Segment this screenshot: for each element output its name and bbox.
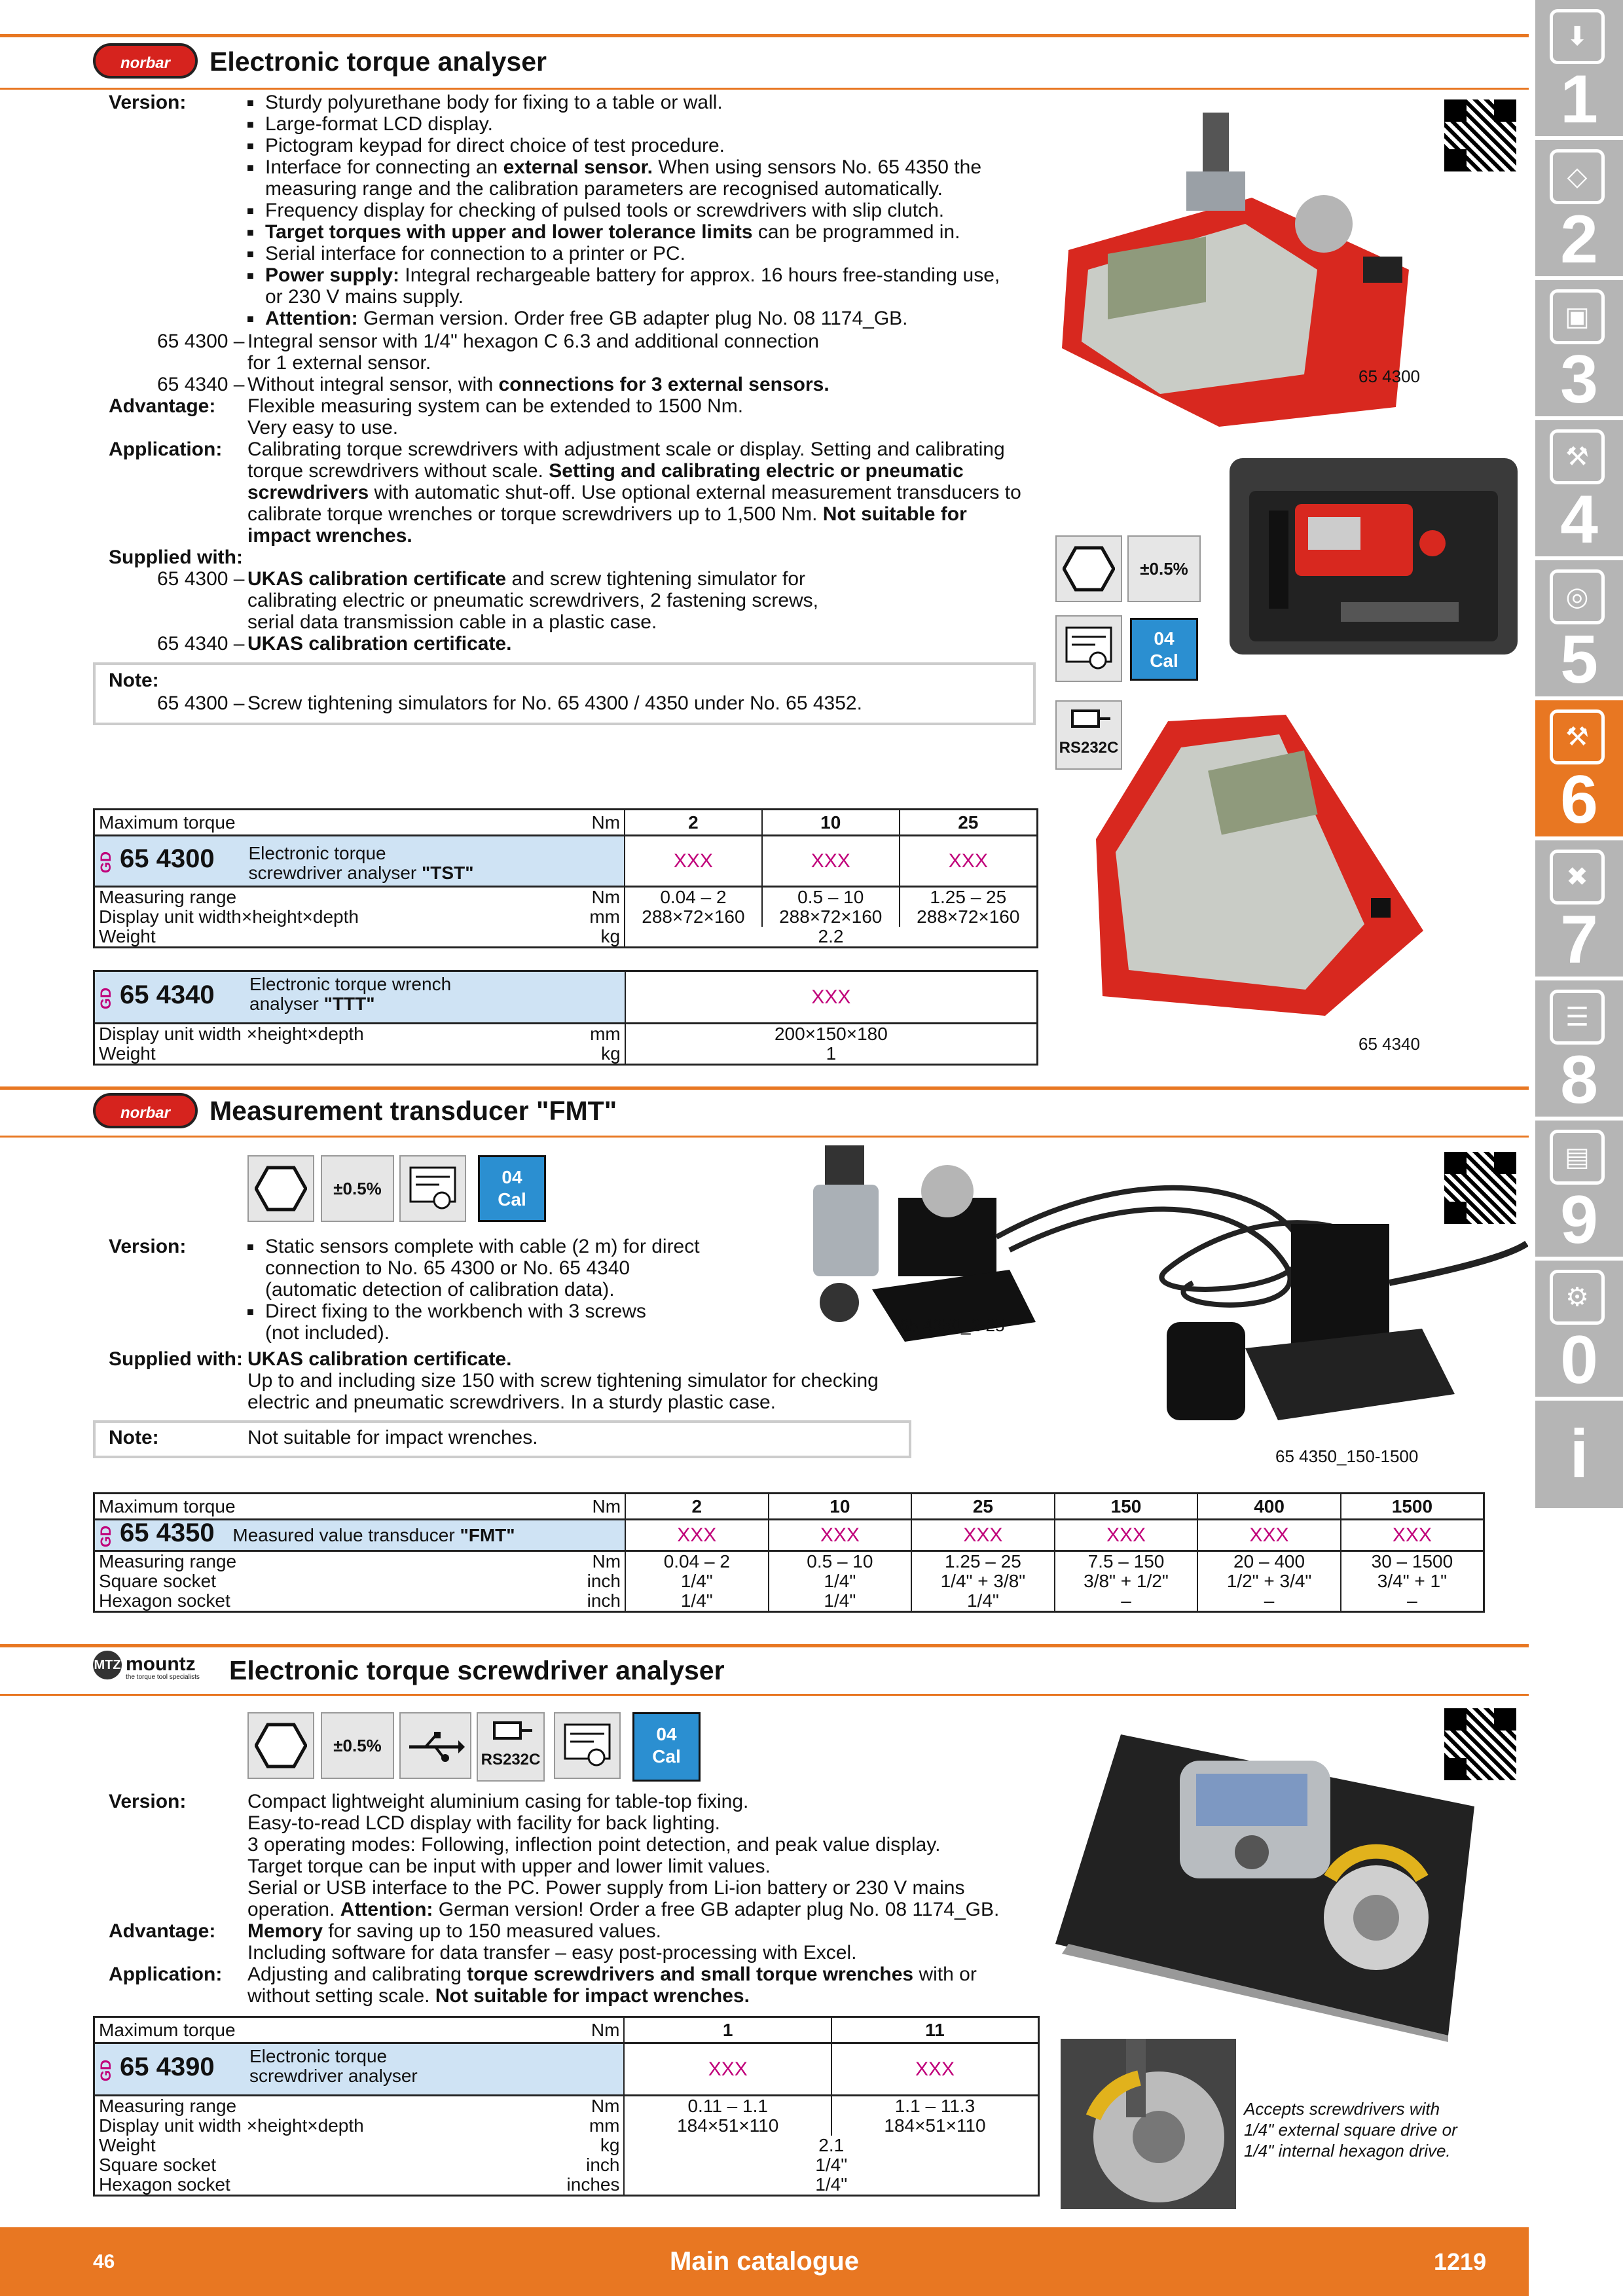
qr-code [1444, 99, 1516, 171]
accuracy-badge: ±0.5% [1127, 535, 1201, 602]
section-title: Electronic torque screwdriver analyser [229, 1655, 725, 1685]
article-description: Measured value transducer "FMT" [232, 1524, 515, 1545]
value-cell: 0.04 – 2 [625, 1551, 769, 1572]
norbar-logo: norbar [93, 1093, 198, 1128]
application-text: torque screwdrivers without scale. Setting and calibrating electric or pneumatic [247, 460, 964, 482]
version-bullet: ■ Large-format LCD display. [265, 113, 493, 135]
value-cell: 1.25 – 25 [900, 887, 1038, 908]
advantage-text: Including software for data transfer – easy post-processing with Excel. [247, 1942, 857, 1964]
value-cell: 1/4" [625, 1571, 769, 1591]
caption-line: 1/4" internal hexagon drive. [1244, 2141, 1451, 2161]
torque-value: 1 [624, 2017, 831, 2043]
article-number: 65 4350 [120, 1518, 215, 1547]
version-text: Compact lightweight aluminium casing for table-top fixing. [247, 1791, 749, 1812]
chapter-tab-number: 1 [1560, 62, 1598, 137]
price: XXX [1197, 1520, 1341, 1551]
article-description: Electronic torque screwdriver analyser "TST" [248, 842, 474, 883]
mountz-logo [93, 1651, 200, 1686]
certificate-icon [1055, 615, 1122, 682]
version-text: Target torque can be input with upper and lower limit values. [247, 1856, 771, 1877]
row-label: Maximum torque [99, 812, 236, 833]
torque-value: 25 [900, 810, 1038, 836]
unit-label: kg [601, 1043, 621, 1064]
row-label: Square socket [99, 1571, 216, 1591]
advantage-text: Flexible measuring system can be extended to 1500 Nm. [247, 395, 744, 417]
value-cell: – [1055, 1591, 1198, 1612]
product-image-654340 [1089, 708, 1430, 1022]
article-number: 65 4300 [120, 844, 215, 873]
unit-label: mm [590, 1024, 621, 1044]
wrench-icon: ⚒ [1550, 709, 1605, 764]
unit-label: Nm [592, 1496, 621, 1516]
price: XXX [769, 1520, 912, 1551]
unit-label: kg [600, 926, 621, 946]
version-text: connection to No. 65 4300 or No. 65 4340 [265, 1257, 630, 1279]
value-cell: 1 [625, 1044, 1038, 1065]
calibration-icon [1130, 618, 1198, 681]
version-bullet: ■ Pictogram keypad for direct choice of test procedure. [265, 135, 725, 156]
spec-table-654390 [93, 2016, 1040, 2197]
saw-blade-icon: ◎ [1550, 569, 1605, 624]
value-cell: 288×72×160 [900, 907, 1038, 927]
row-label: Weight [99, 1043, 156, 1064]
version-bullet: ■ Target torques with upper and lower tolerance limits can be programmed in. [265, 221, 960, 243]
row-label: Maximum torque [99, 1496, 236, 1516]
image-caption: 65 4350_2-25 [900, 1316, 1005, 1335]
advantage-label: Advantage: [109, 395, 216, 417]
version-label: Version: [109, 92, 187, 113]
certificate-icon [554, 1712, 621, 1779]
calibration-label: Cal [652, 1746, 681, 1767]
spec-table-654350 [93, 1492, 1485, 1613]
row-label: Hexagon socket [99, 2174, 230, 2195]
price: XXX [831, 2043, 1039, 2096]
application-label: Application: [109, 439, 223, 460]
version-text: Easy-to-read LCD display with facility for back lighting. [247, 1812, 720, 1834]
torque-value: 1500 [1341, 1494, 1484, 1520]
version-bullet: ■ Frequency display for checking of pulsed tools or screwdrivers with slip clutch. [265, 200, 944, 221]
row-label: Square socket [99, 2155, 216, 2175]
note-label: Note: [109, 670, 159, 691]
product-case-image [1223, 452, 1524, 668]
value-cell: 30 – 1500 [1341, 1551, 1484, 1572]
gd-mark: GD [98, 852, 114, 874]
chapter-tab-5[interactable] [1535, 560, 1623, 700]
article-description: Electronic torque screwdriver analyser [249, 2046, 418, 2086]
chapter-tab-7[interactable] [1535, 840, 1623, 980]
unit-label: inch [587, 1590, 621, 1611]
version-text: operation. Attention: German version! Order a free GB adapter plug No. 08 1174_GB. [247, 1899, 1000, 1920]
value-cell: 2.2 [625, 927, 1037, 948]
detail-image [1061, 2039, 1236, 2209]
footer-number: 1219 [1434, 2248, 1487, 2275]
value-cell: 1/4" [911, 1591, 1055, 1612]
row-label: Hexagon socket [99, 1590, 230, 1611]
unit-label: inches [566, 2174, 620, 2195]
version-bullet: ■ Serial interface for connection to a printer or PC. [265, 243, 685, 264]
product-image-654390 [1055, 1728, 1474, 2042]
unit-label: Nm [591, 2019, 620, 2040]
value-cell: 184×51×110 [831, 2116, 1039, 2136]
price: XXX [900, 836, 1038, 887]
version-bullet: measuring range and the calibration parameters are recognised automatically. [265, 178, 943, 200]
chapter-tab-3[interactable] [1535, 280, 1623, 420]
norbar-logo: norbar [93, 43, 198, 79]
calibration-icon [478, 1155, 546, 1222]
caption-line: 1/4" external square drive or [1244, 2120, 1457, 2140]
torque-value: 10 [769, 1494, 912, 1520]
chapter-tab-i[interactable] [1535, 1401, 1623, 1512]
row-label: Maximum torque [99, 2019, 236, 2040]
variant-number: 65 4300 – [157, 692, 245, 714]
supplied-text: serial data transmission cable in a plastic case. [247, 611, 657, 633]
chapter-tab-number: 4 [1560, 482, 1598, 558]
value-cell: 0.04 – 2 [625, 887, 762, 908]
chapter-tab-2[interactable] [1535, 140, 1623, 280]
footer-title: Main catalogue [670, 2247, 859, 2276]
section-rule [0, 1136, 1529, 1138]
version-label: Version: [109, 1236, 187, 1257]
value-cell: 1.25 – 25 [911, 1551, 1055, 1572]
variant-text: for 1 external sensor. [247, 352, 431, 374]
torque-value: 2 [625, 1494, 769, 1520]
note-text: Screw tightening simulators for No. 65 4300 / 4350 under No. 65 4352. [247, 692, 862, 714]
supplied-text: UKAS calibration certificate and screw tightening simulator for [247, 568, 806, 590]
variant-text: Without integral sensor, with connections for 3 external sensors. [247, 374, 830, 395]
rs232-label: RS232C [1059, 739, 1119, 757]
hexagon-icon [247, 1155, 314, 1222]
spec-table-654300 [93, 808, 1038, 948]
advantage-text: Memory for saving up to 150 measured values. [247, 1920, 662, 1942]
torque-value: 25 [911, 1494, 1055, 1520]
variant-text: Integral sensor with 1/4" hexagon C 6.3 and additional connection [247, 331, 819, 352]
torque-value: 11 [831, 2017, 1039, 2043]
insert-icon: ◇ [1550, 149, 1605, 204]
hexagon-icon [247, 1712, 314, 1779]
price: XXX [762, 836, 900, 887]
supplied-label: Supplied with: [109, 547, 243, 568]
unit-label: Nm [591, 2096, 620, 2116]
value-cell: 3/4" + 1" [1341, 1571, 1484, 1591]
gd-mark: GD [98, 2060, 114, 2082]
section-rule [0, 1644, 1529, 1647]
chapter-tab-number: 2 [1560, 202, 1598, 278]
application-label: Application: [109, 1964, 223, 1985]
row-label: Display unit width×height×depth [99, 906, 359, 927]
image-caption: 65 4340 [1359, 1034, 1420, 1054]
advantage-label: Advantage: [109, 1920, 216, 1942]
application-text: calibrate torque wrenches or torque screwdrivers up to 1,500 Nm. Not suitable for [247, 503, 967, 525]
safety-icon: ⚙ [1550, 1270, 1605, 1325]
price: XXX [625, 1520, 769, 1551]
row-label: Measuring range [99, 887, 237, 907]
value-cell: 1/4" [769, 1591, 912, 1612]
drill-icon: ⬇ [1550, 9, 1605, 64]
caliper-icon: ⚒ [1550, 429, 1605, 484]
supplied-text: UKAS calibration certificate. [247, 1348, 512, 1370]
image-caption: 65 4300 [1359, 367, 1420, 386]
note-text: Not suitable for impact wrenches. [247, 1427, 538, 1448]
row-label: Weight [99, 926, 156, 946]
value-cell: 184×51×110 [624, 2116, 831, 2136]
usb-icon [399, 1712, 471, 1779]
unit-label: Nm [591, 887, 621, 907]
gd-mark: GD [98, 1526, 114, 1548]
pliers-icon: ✖ [1550, 850, 1605, 905]
detail-caption [1244, 2098, 1457, 2161]
value-cell: – [1341, 1591, 1484, 1612]
advantage-text: Very easy to use. [247, 417, 399, 439]
value-cell: 288×72×160 [625, 907, 762, 927]
row-label: Measuring range [99, 2096, 237, 2116]
value-cell: 1/4" [769, 1571, 912, 1591]
row-label: Display unit width ×height×depth [99, 2115, 364, 2136]
value-cell: 3/8" + 1/2" [1055, 1571, 1198, 1591]
price: XXX [911, 1520, 1055, 1551]
value-cell: 20 – 400 [1197, 1551, 1341, 1572]
variant-number: 65 4340 – [157, 374, 245, 395]
unit-label: kg [600, 2135, 620, 2155]
value-cell: – [1197, 1591, 1341, 1612]
section-title: Electronic torque analyser [210, 46, 547, 77]
footer-page: 46 [93, 2251, 115, 2272]
section-title: Measurement transducer "FMT" [210, 1096, 617, 1126]
rs232-label: RS232C [481, 1751, 541, 1768]
price: XXX [625, 971, 1038, 1024]
hexagon-icon [1055, 535, 1122, 602]
calibration-code: 04 [1154, 628, 1175, 649]
value-cell: 7.5 – 150 [1055, 1551, 1198, 1572]
value-cell: 0.5 – 10 [769, 1551, 912, 1572]
caption-line: Accepts screwdrivers with [1244, 2099, 1440, 2119]
article-number: 65 4340 [120, 980, 215, 1009]
unit-label: inch [586, 2155, 620, 2175]
chapter-tab-number: 5 [1560, 622, 1598, 698]
chapter-tab-number: 9 [1560, 1182, 1598, 1258]
variant-number: 65 4300 – [157, 331, 245, 352]
unit-label: mm [589, 906, 621, 927]
section-rule [0, 88, 1529, 90]
chapter-tab-1[interactable] [1535, 0, 1623, 140]
cabinet-icon: ▤ [1550, 1130, 1605, 1185]
value-cell: 0.11 – 1.1 [624, 2096, 831, 2117]
chapter-tab-number: i [1569, 1416, 1589, 1492]
supplied-label: Supplied with: [109, 1348, 243, 1370]
torque-value: 150 [1055, 1494, 1198, 1520]
unit-label: inch [587, 1571, 621, 1591]
price: XXX [625, 836, 762, 887]
application-text: screwdrivers with automatic shut-off. Use optional external measurement transducers to [247, 482, 1021, 503]
chapter-tab-number: 3 [1560, 342, 1598, 418]
calibration-label: Cal [498, 1189, 526, 1210]
certificate-icon [399, 1155, 466, 1222]
workbench-icon: ☰ [1550, 990, 1605, 1045]
qr-code [1444, 1152, 1516, 1224]
application-text: without setting scale. Not suitable for impact wrenches. [247, 1985, 750, 2007]
unit-label: mm [589, 2115, 620, 2136]
article-number: 65 4390 [120, 2052, 215, 2081]
row-label: Display unit width ×height×depth [99, 1024, 364, 1044]
version-text: (automatic detection of calibration data). [265, 1279, 615, 1300]
row-label: Weight [99, 2135, 156, 2155]
unit-label: Nm [592, 1551, 621, 1571]
torque-value: 400 [1197, 1494, 1341, 1520]
supplied-text: Up to and including size 150 with screw tightening simulator for checking [247, 1370, 879, 1391]
gd-mark: GD [98, 988, 114, 1010]
accuracy-badge: ±0.5% [321, 1155, 394, 1222]
version-bullet: ■ Direct fixing to the workbench with 3 screws [265, 1300, 646, 1322]
value-cell: 1/2" + 3/4" [1197, 1571, 1341, 1591]
unit-label: Nm [591, 812, 621, 833]
supplied-text: electric and pneumatic screwdrivers. In a sturdy plastic case. [247, 1391, 776, 1413]
supplied-text: calibrating electric or pneumatic screwdrivers, 2 fastening screws, [247, 590, 819, 611]
chapter-tab-number: 0 [1560, 1322, 1598, 1398]
value-cell: 1/4" [624, 2155, 1038, 2175]
chapter-tab-4[interactable] [1535, 420, 1623, 560]
footer-bar [0, 2227, 1529, 2296]
price: XXX [1055, 1520, 1198, 1551]
mountz-logo-text: mountz [126, 1653, 196, 1675]
variant-number: 65 4300 – [157, 568, 245, 590]
application-text: Calibrating torque screwdrivers with adjustment scale or display. Setting and calibrating [247, 439, 1005, 460]
version-bullet: ■ Sturdy polyurethane body for fixing to a table or wall. [265, 92, 723, 113]
torque-value: 10 [762, 810, 900, 836]
chapter-tab-6[interactable] [1535, 700, 1623, 840]
row-label: Measuring range [99, 1551, 237, 1571]
value-cell: 0.5 – 10 [762, 887, 900, 908]
application-text: impact wrenches. [247, 525, 412, 547]
rs232-icon [477, 1712, 545, 1782]
supplied-text: UKAS calibration certificate. [247, 633, 512, 655]
version-label: Version: [109, 1791, 187, 1812]
chapter-tab-number: 6 [1560, 762, 1598, 838]
chapter-tab-number: 7 [1560, 902, 1598, 978]
version-text: 3 operating modes: Following, inflection point detection, and peak value display. [247, 1834, 941, 1856]
torque-value: 2 [625, 810, 762, 836]
price: XXX [624, 2043, 831, 2096]
note-label: Note: [109, 1427, 159, 1448]
chapter-tab-0[interactable] [1535, 1261, 1623, 1401]
version-text: (not included). [265, 1322, 390, 1344]
section-rule [0, 1694, 1529, 1696]
variant-number: 65 4340 – [157, 633, 245, 655]
chapter-tab-8[interactable] [1535, 980, 1623, 1121]
calibration-label: Cal [1150, 651, 1178, 671]
article-description: Electronic torque wrench analyser "TTT" [249, 974, 452, 1014]
value-cell: 1/4" + 3/8" [911, 1571, 1055, 1591]
value-cell: 288×72×160 [762, 907, 900, 927]
value-cell: 1.1 – 11.3 [831, 2096, 1039, 2117]
value-cell: 1/4" [625, 1591, 769, 1612]
version-bullet: ■ Power supply: Integral rechargeable battery for approx. 16 hours free-standing use, [265, 264, 1000, 286]
spec-table-654340 [93, 970, 1038, 1066]
version-text: Serial or USB interface to the PC. Power supply from Li-ion battery or 230 V mains [247, 1877, 965, 1899]
value-cell: 1/4" [624, 2175, 1038, 2196]
image-caption: 65 4350_150-1500 [1275, 1446, 1419, 1466]
version-bullet: or 230 V mains supply. [265, 286, 464, 308]
chapter-tab-number: 8 [1560, 1042, 1598, 1118]
value-cell: 200×150×180 [625, 1024, 1038, 1045]
version-bullet: ■ Attention: German version. Order free GB adapter plug No. 08 1174_GB. [265, 308, 908, 329]
calibration-code: 04 [656, 1724, 677, 1744]
calibration-icon [632, 1712, 701, 1782]
price: XXX [1341, 1520, 1484, 1551]
accuracy-badge: ±0.5% [321, 1712, 394, 1779]
tool-holder-icon: ▣ [1550, 289, 1605, 344]
section-rule [0, 1086, 1529, 1090]
mountz-logo-icon: MTZ [93, 1651, 122, 1679]
value-cell: 2.1 [624, 2136, 1038, 2155]
application-text: Adjusting and calibrating torque screwdrivers and small torque wrenches with or [247, 1964, 977, 1985]
chapter-tab-9[interactable] [1535, 1121, 1623, 1261]
section-rule [0, 34, 1529, 37]
transducer-image [800, 1139, 1528, 1453]
mountz-logo-subtitle: the torque tool specialists [126, 1674, 200, 1681]
calibration-code: 04 [501, 1167, 522, 1187]
version-bullet: ■ Static sensors complete with cable (2 m) for direct [265, 1236, 700, 1257]
version-bullet: ■ Interface for connecting an external sensor. When using sensors No. 65 4350 the [265, 156, 981, 178]
